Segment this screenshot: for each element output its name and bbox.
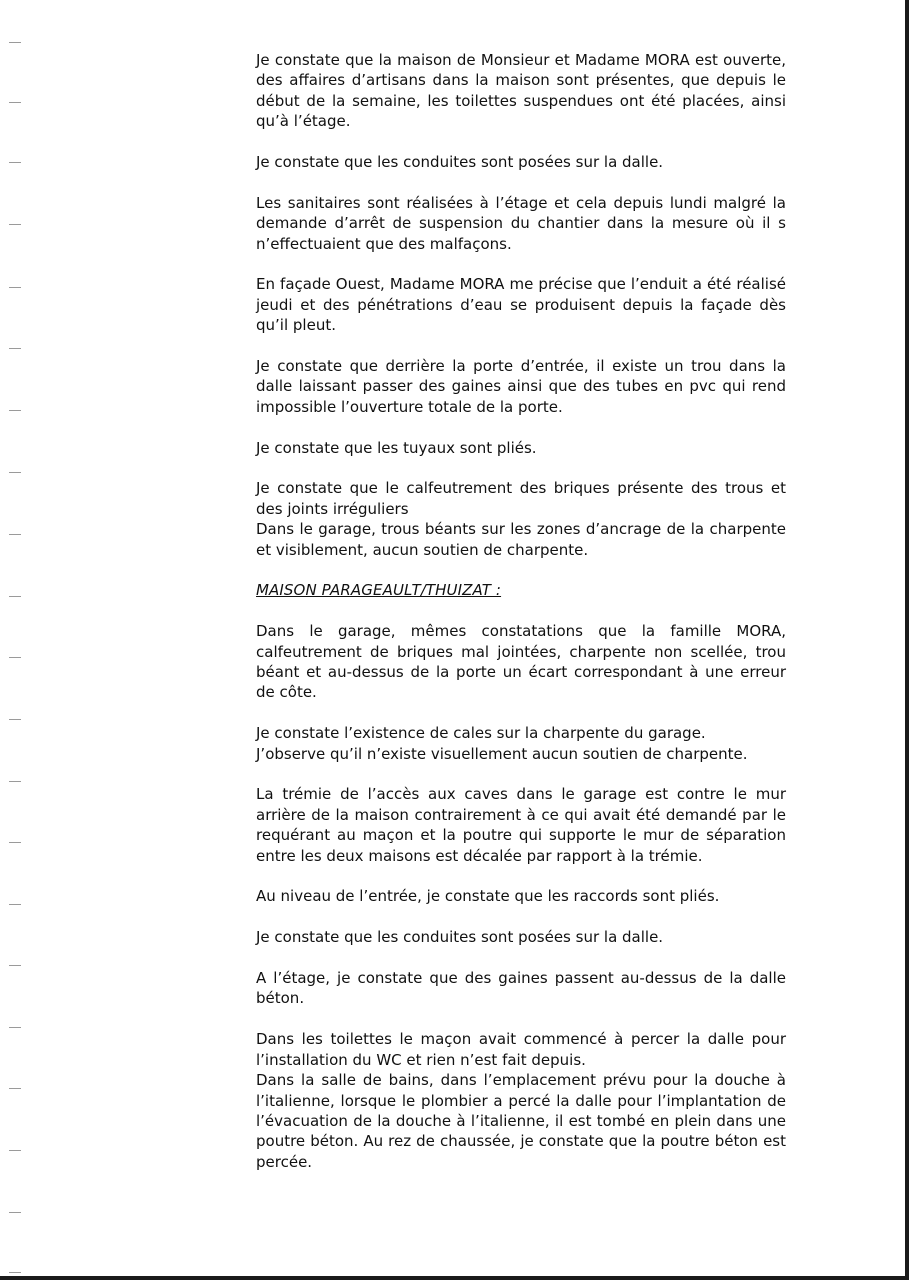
paragraph-line: Dans la salle de bains, dans l’emplacement prévu pour la douche à l’italienne, lorsque le plombier a percé la dalle pour l’implantation de l’évacuation de la douche à l’italienne, il est tombé en plein dans une poutre béton. Au rez de chaussée, je constate que la poutre béton est percée. [256,1071,786,1171]
margin-tick [9,410,21,411]
margin-tick [9,596,21,597]
paragraph: Au niveau de l’entrée, je constate que les raccords sont pliés. [256,887,720,906]
margin-tick [9,162,21,163]
margin-tick [9,1088,21,1089]
margin-tick [9,472,21,473]
margin-tick [9,1272,21,1273]
margin-tick [9,534,21,535]
margin-tick [9,904,21,905]
margin-tick [9,965,21,966]
margin-hole-guides [0,0,30,1280]
paragraph: Je constate que derrière la porte d’entrée, il existe un trou dans la dalle laissant passer des gaines ainsi que des tubes en pvc qui rend impossible l’ouverture totale de la porte. [256,357,786,416]
margin-tick [9,781,21,782]
margin-tick [9,1212,21,1213]
paragraph: La trémie de l’accès aux caves dans le garage est contre le mur arrière de la maison contrairement à ce qui avait été demandé par le requérant au maçon et la poutre qui supporte le mur de séparation entre les deux maisons est décalée par rapport à la trémie. [256,785,786,865]
paragraph-group [256,478,786,560]
paragraph: Dans le garage, mêmes constatations que la famille MORA, calfeutrement de briques mal jointées, charpente non scellée, trou béant et au-dessus de la porte un écart correspondant à une erreur de côte. [256,622,786,702]
margin-tick [9,42,21,43]
section-heading: MAISON PARAGEAULT/THUIZAT : [256,581,502,600]
paragraph-line: Je constate que le calfeutrement des briques présente des trous et des joints irréguliers [256,479,786,518]
margin-tick [9,719,21,720]
paragraph-group [256,723,786,764]
paragraph: En façade Ouest, Madame MORA me précise que l’enduit a été réalisé jeudi et des pénétrations d’eau se produisent depuis la façade dès qu’il pleut. [256,275,786,335]
paragraph: Je constate que les conduites sont posées sur la dalle. [256,928,664,947]
margin-tick [9,102,21,103]
paragraph: A l’étage, je constate que des gaines passent au-dessus de la dalle béton. [256,969,786,1008]
paragraph-group [256,1029,786,1172]
document-body [256,50,786,1193]
paragraph-line: J’observe qu’il n’existe visuellement aucun soutien de charpente. [256,744,748,763]
margin-tick [9,1150,21,1151]
paragraph: Les sanitaires sont réalisées à l’étage et cela depuis lundi malgré la demande d’arrêt de suspension du chantier dans la mesure où il s n’effectuaient que des malfaçons. [256,193,786,253]
margin-tick [9,287,21,288]
margin-tick [9,348,21,349]
paragraph: Je constate que les tuyaux sont pliés. [256,438,537,457]
scan-edge-bottom [0,1276,909,1280]
margin-tick [9,1027,21,1028]
margin-tick [9,842,21,843]
paragraph-line: Dans les toilettes le maçon avait commencé à percer la dalle pour l’installation du WC et rien n’est fait depuis. [256,1030,786,1069]
paragraph: Je constate que la maison de Monsieur et Madame MORA est ouverte, des affaires d’artisans dans la maison sont présentes, que depuis le début de la semaine, les toilettes suspendues ont été placées, ainsi qu’à l’étage. [256,51,786,131]
scan-edge-right [905,0,909,1280]
paragraph: Je constate que les conduites sont posées sur la dalle. [256,153,664,172]
paragraph-line: Dans le garage, trous béants sur les zones d’ancrage de la charpente et visiblement, aucun soutien de charpente. [256,520,786,559]
margin-tick [9,657,21,658]
margin-tick [9,224,21,225]
paragraph-line: Je constate l’existence de cales sur la charpente du garage. [256,724,706,743]
